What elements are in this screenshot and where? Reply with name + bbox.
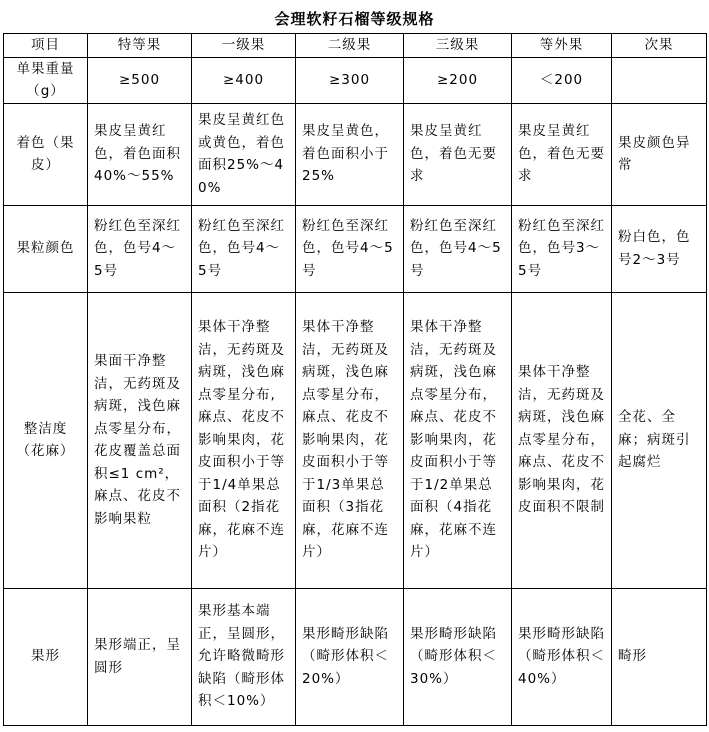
table-cell: ≥500 xyxy=(88,57,192,103)
table-cell: 果皮呈黄色，着色面积小于25% xyxy=(296,103,404,205)
header-item: 项目 xyxy=(4,34,88,58)
header-inferior: 次果 xyxy=(612,34,707,58)
table-cell: 果体干净整洁，无药斑及病斑，浅色麻点零星分布，麻点、花皮不影响果肉，花皮面积不限制 xyxy=(512,292,612,588)
table-row-shape xyxy=(4,588,707,725)
table-cell: 粉白色，色号2～3号 xyxy=(612,205,707,292)
header-second-grade: 二级果 xyxy=(296,34,404,58)
table-cell: 果形基本端正，呈圆形，允许略微畸形缺陷（畸形体积＜10%） xyxy=(192,588,296,725)
table-cell: 果皮呈黄红色，着色无要求 xyxy=(512,103,612,205)
document-title: 会理软籽石榴等级规格 xyxy=(274,10,435,28)
header-third-grade: 三级果 xyxy=(404,34,512,58)
table-cell: 粉红色至深红色，色号3～5号 xyxy=(512,205,612,292)
row-label-shape: 果形 xyxy=(4,588,88,725)
table-cell: ≥200 xyxy=(404,57,512,103)
table-cell: 粉红色至深红色，色号4～5号 xyxy=(192,205,296,292)
table-cell: 果皮颜色异常 xyxy=(612,103,707,205)
table-cell: 果皮呈黄红色，着色面积40%～55% xyxy=(88,103,192,205)
table-cell: 果形畸形缺陷（畸形体积＜20%） xyxy=(296,588,404,725)
table-cell: 粉红色至深红色，色号4～5号 xyxy=(88,205,192,292)
table-cell xyxy=(612,57,707,103)
row-label-grain-color: 果粒颜色 xyxy=(4,205,88,292)
table-cell: 果体干净整洁，无药斑及病斑，浅色麻点零星分布,麻点、花皮不影响果肉，花皮面积小于等于1/4单果总面积（2指花麻，花麻不连片） xyxy=(192,292,296,588)
table-cell: 果形畸形缺陷（畸形体积＜40%） xyxy=(512,588,612,725)
row-label-cleanliness: 整洁度（花麻） xyxy=(4,292,88,588)
table-cell: 果体干净整洁，无药斑及病斑，浅色麻点零星分布，麻点、花皮不影响果肉，花皮面积小于等于1/3单果总面积（3指花麻，花麻不连片） xyxy=(296,292,404,588)
table-cell: 畸形 xyxy=(612,588,707,725)
header-premium-grade: 特等果 xyxy=(88,34,192,58)
grade-spec-table xyxy=(3,33,707,726)
table-cell: 全花、全麻；病斑引起腐烂 xyxy=(612,292,707,588)
table-row-weight xyxy=(4,57,707,103)
header-first-grade: 一级果 xyxy=(192,34,296,58)
table-cell: 果皮呈黄红色或黄色，着色面积25%～40% xyxy=(192,103,296,205)
table-cell: ≥300 xyxy=(296,57,404,103)
table-cell: ≥400 xyxy=(192,57,296,103)
table-cell: ＜200 xyxy=(512,57,612,103)
table-cell: 果形畸形缺陷（畸形体积＜30%） xyxy=(404,588,512,725)
header-row xyxy=(4,34,707,58)
table-cell: 粉红色至深红色，色号4～5号 xyxy=(296,205,404,292)
table-cell: 果面干净整洁，无药斑及病斑，浅色麻点零星分布，花皮覆盖总面积≤1 cm²，麻点、花皮不影响果粒 xyxy=(88,292,192,588)
table-cell: 果体干净整洁，无药斑及病斑，浅色麻点零星分布，麻点、花皮不影响果肉，花皮面积小于等于1/2单果总面积（4指花麻，花麻不连片） xyxy=(404,292,512,588)
row-label-color: 着色（果皮） xyxy=(4,103,88,205)
row-label-weight: 单果重量（g） xyxy=(4,57,88,103)
header-off-grade: 等外果 xyxy=(512,34,612,58)
table-row-color xyxy=(4,103,707,205)
table-row-grain-color xyxy=(4,205,707,292)
table-cell: 粉红色至深红色，色号4～5号 xyxy=(404,205,512,292)
table-row-cleanliness xyxy=(4,292,707,588)
table-cell: 果形端正，呈圆形 xyxy=(88,588,192,725)
table-cell: 果皮呈黄红色，着色无要求 xyxy=(404,103,512,205)
